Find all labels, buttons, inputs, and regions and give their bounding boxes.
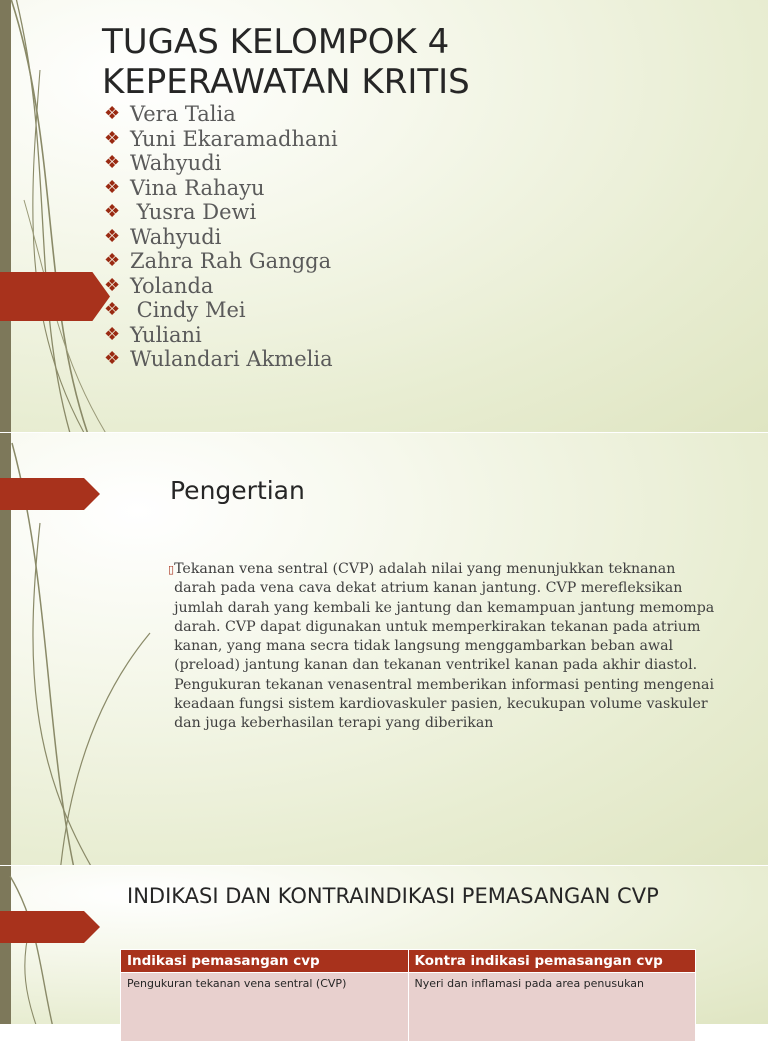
table-header-row <box>121 950 696 973</box>
table-cell: Pengukuran tekanan vena sentral (CVP) <box>121 973 409 1042</box>
list-item: ❖ Yuliani <box>104 322 202 347</box>
slide-title-heading <box>102 22 470 102</box>
list-item: ❖ Yolanda <box>104 273 214 298</box>
diamond-bullet-icon: ❖ <box>104 323 121 345</box>
diamond-bullet-icon: ❖ <box>104 299 121 321</box>
list-item: ❖ Wahyudi <box>104 224 222 249</box>
definition-block <box>168 560 720 734</box>
member-list <box>104 102 338 372</box>
title-line-1: TUGAS KELOMPOK 4 <box>102 22 450 62</box>
table-cell: Nyeri dan inflamasi pada area penusukan <box>408 973 696 1042</box>
section-title: Pengertian <box>170 476 305 505</box>
diamond-bullet-icon: ❖ <box>104 201 121 223</box>
decorative-swoosh <box>0 866 130 1024</box>
diamond-bullet-icon: ❖ <box>104 103 121 125</box>
diamond-bullet-icon: ❖ <box>104 176 121 198</box>
diamond-bullet-icon: ❖ <box>104 250 121 272</box>
diamond-bullet-icon: ❖ <box>104 274 121 296</box>
accent-arrow <box>0 272 110 321</box>
section-title: INDIKASI DAN KONTRAINDIKASI PEMASANGAN CVP <box>127 884 659 908</box>
diamond-bullet-icon: ❖ <box>104 152 121 174</box>
list-item: ❖ Cindy Mei <box>104 298 246 322</box>
accent-arrow <box>0 478 100 510</box>
table-header-indikasi: Indikasi pemasangan cvp <box>121 950 409 973</box>
table-row <box>121 973 696 1042</box>
indication-table <box>120 949 696 1042</box>
square-bullet-icon: ▯ <box>168 563 175 576</box>
diamond-bullet-icon: ❖ <box>104 127 121 149</box>
table-header-kontraindikasi: Kontra indikasi pemasangan cvp <box>408 950 696 973</box>
title-line-2: KEPERAWATAN KRITIS <box>102 62 470 102</box>
list-item: ❖ Vera Talia <box>104 102 236 126</box>
list-item: ❖ Wulandari Akmelia <box>104 347 333 371</box>
list-item: ❖ Wahyudi <box>104 151 222 175</box>
slide-title <box>0 0 768 432</box>
diamond-bullet-icon: ❖ <box>104 225 121 247</box>
list-item: ❖ Yusra Dewi <box>104 200 257 224</box>
diamond-bullet-icon: ❖ <box>104 348 121 370</box>
list-item: ❖ Yuni Ekaramadhani <box>104 126 338 151</box>
list-item: ❖ Zahra Rah Gangga <box>104 249 332 273</box>
accent-arrow <box>0 911 100 943</box>
definition-text: Tekanan vena sentral (CVP) adalah nilai yang menunjukkan teknanan darah pada vena cava dekat atrium kanan jantung. CVP merefleksikan jumlah darah yang kembali ke jantung dan kemampuan jantung memompa darah. CVP dapat digunakan untuk memperkirakan tekanan pada atrium kanan, yang mana secra tidak langsung menggambarkan beban awal (preload) jantung kanan dan tekanan ventrikel kanan pada akhir diastol. Pengukuran tekanan venasentral memberikan informasi penting mengenai keadaan fungsi sistem kardiovaskuler pasien, kecukupan volume vaskuler dan juga keberhasilan terapi yang diberikan <box>174 561 715 732</box>
list-item: ❖ Vina Rahayu <box>104 175 265 200</box>
